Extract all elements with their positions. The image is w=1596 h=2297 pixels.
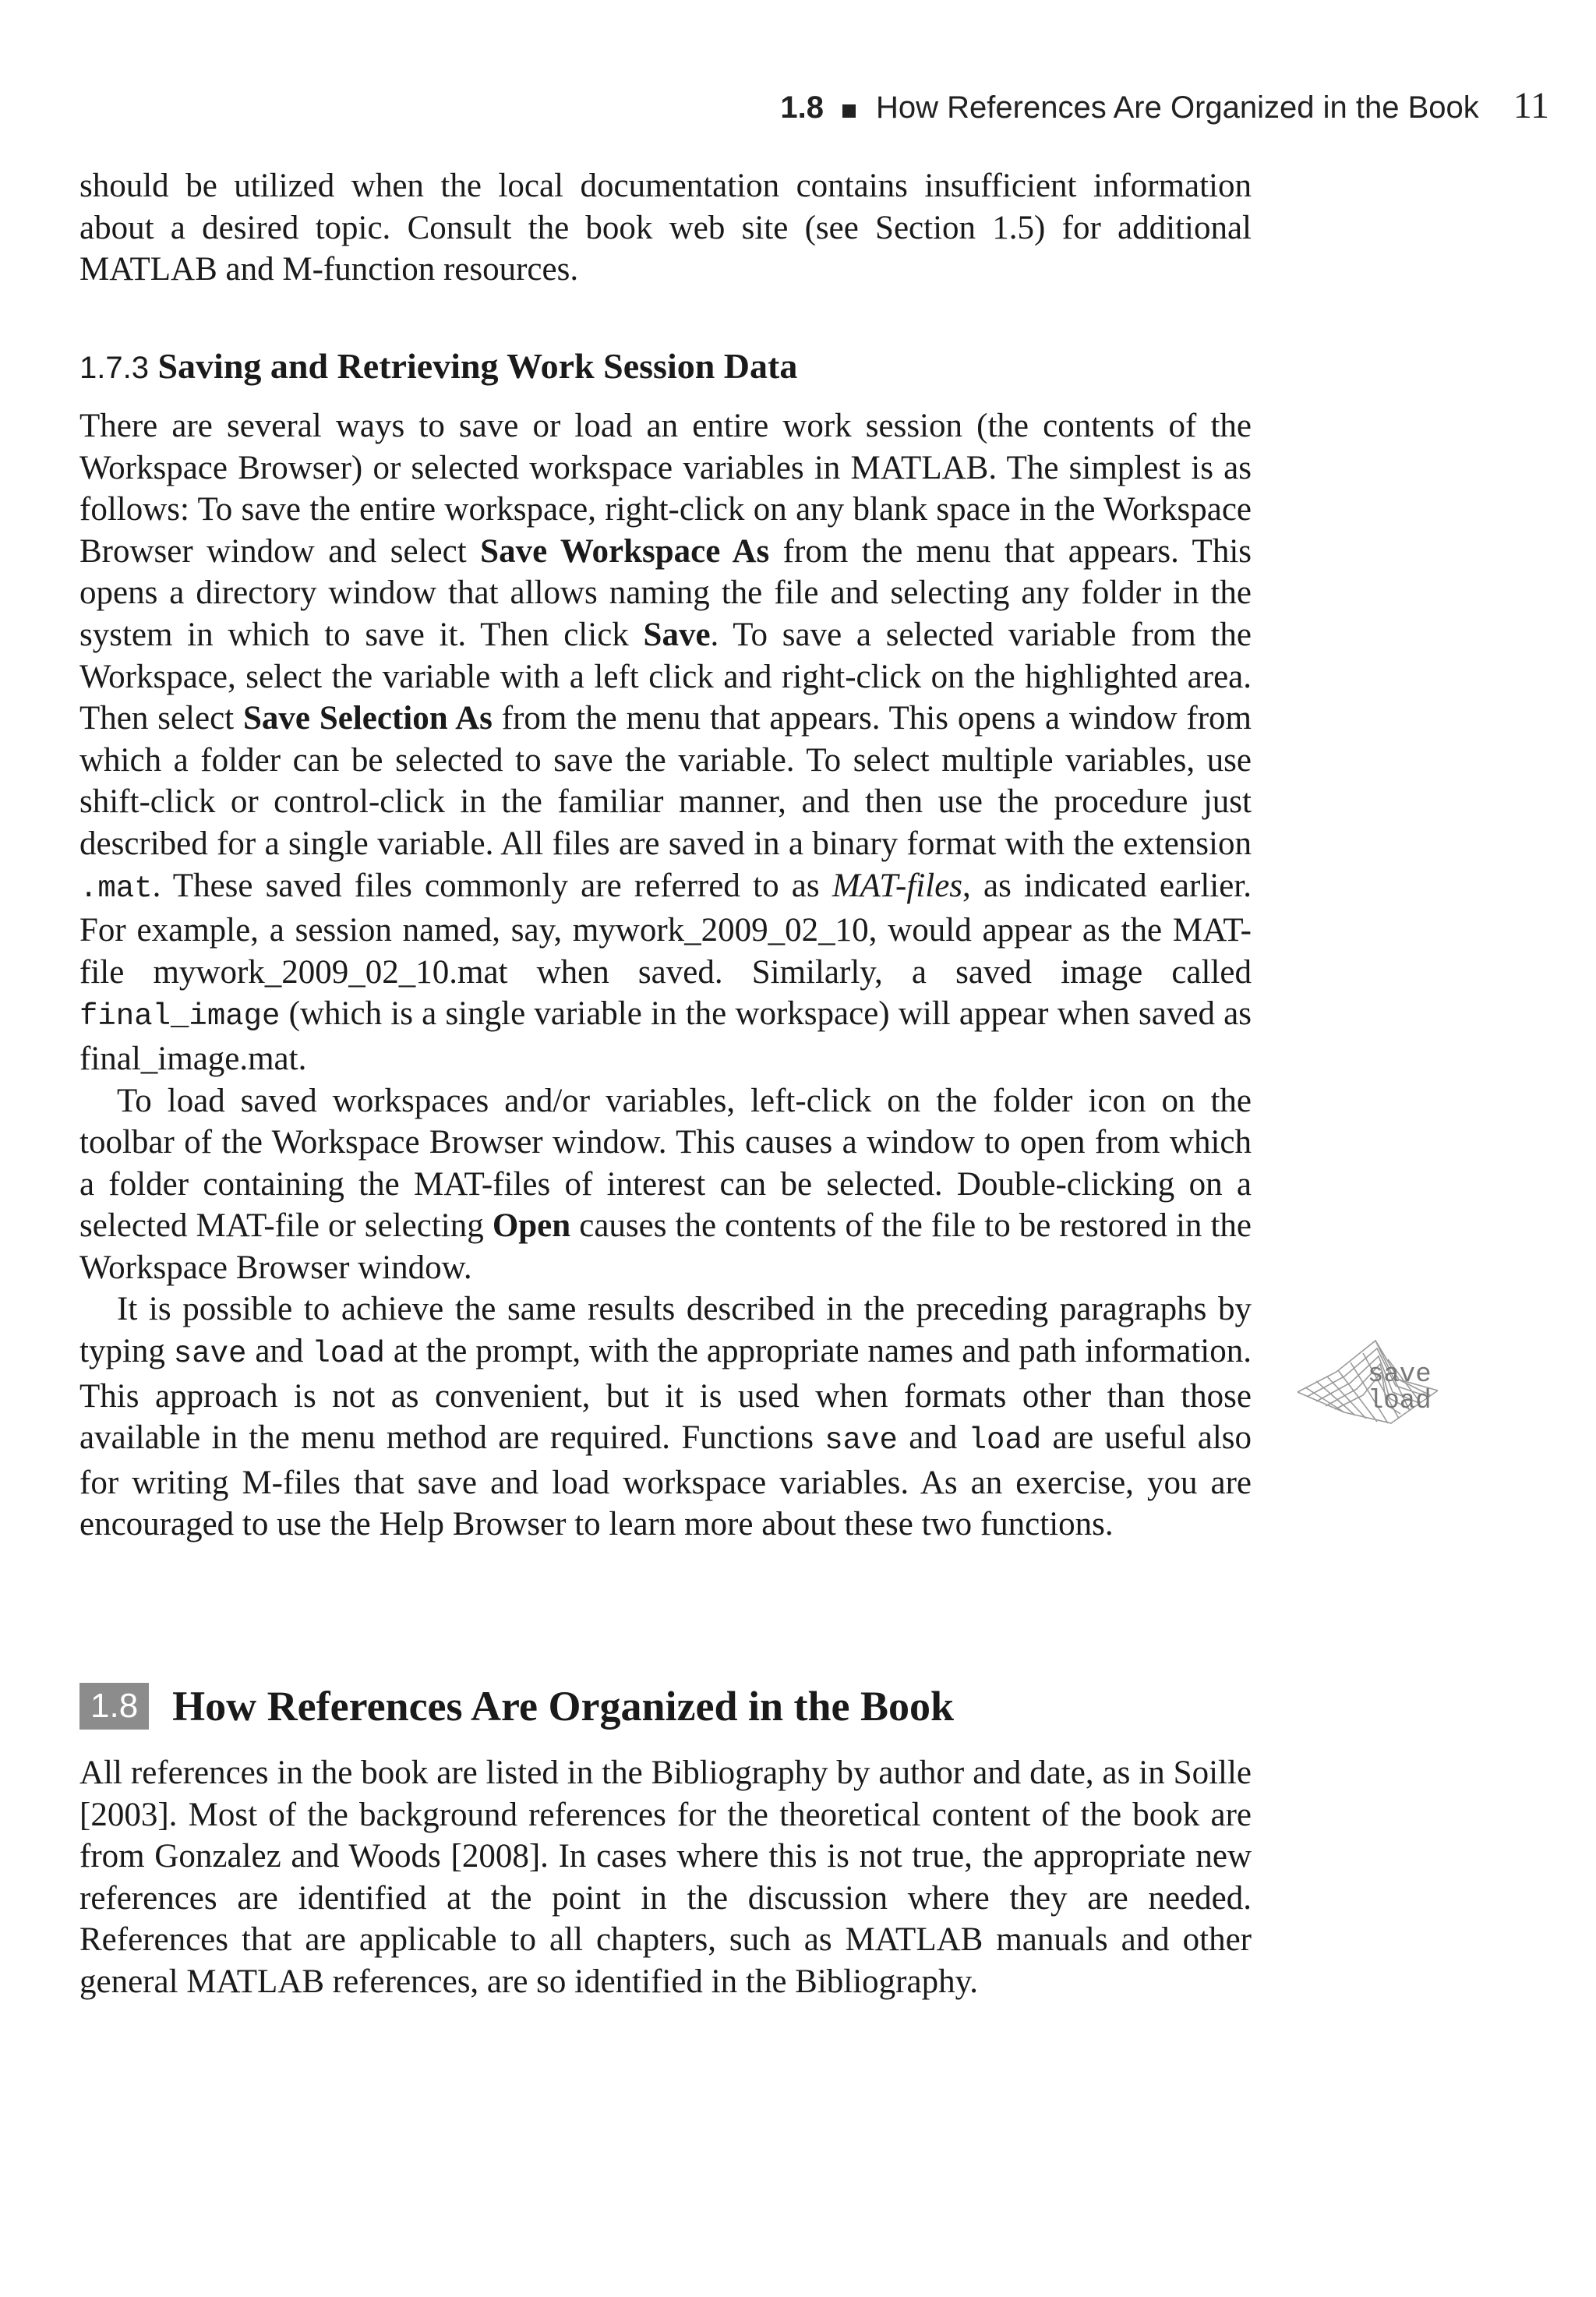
- text-run: causes the contents of the file to be restored in the Workspace Browser window.: [79, 1207, 1252, 1286]
- text-run: at the prompt, with the appropriate names and path information. This approach is not as convenient, but it is used when formats other than those available in the menu method are required. Functions: [79, 1333, 1252, 1457]
- code-load: load: [968, 1423, 1042, 1458]
- code-load: load: [312, 1337, 385, 1372]
- text-run: (which is a single variable in the workspace) will appear when saved as final_image.mat.: [79, 995, 1252, 1077]
- code-save: save: [173, 1337, 247, 1372]
- term-mat-files: MAT-files: [832, 867, 963, 904]
- running-head-section-number: 1.8: [780, 90, 824, 125]
- text-run: . To save a selected variable from the Workspace, select the variable with a left click and right-click on the highlighted area. Then select: [79, 616, 1252, 737]
- subsection-heading: [79, 345, 797, 387]
- intro-text: should be utilized when the local documentation contains insufficient information about a desired topic. Consult the book web site (see Section 1.5) for additional MATLAB and M-function resources.: [79, 168, 1252, 288]
- text-run: It is possible to achieve the same results described in the preceding paragraphs by typing: [79, 1291, 1252, 1370]
- square-bullet-icon: [842, 104, 856, 118]
- paragraph-load-workspace: [79, 1080, 1252, 1289]
- subsection-body: [79, 405, 1252, 1546]
- menu-label-save: Save: [643, 616, 711, 653]
- wireframe-surface-icon: [1290, 1325, 1446, 1450]
- menu-label-open: Open: [492, 1207, 571, 1245]
- code-final-image: final_image: [79, 999, 281, 1034]
- text-run: There are several ways to save or load an entire work session (the contents of the Workspace Browser) or selected workspace variables in MATLAB. The simplest is as follows: To save the entire workspace, right-click on any blank space in the Workspace Browser window and select: [79, 408, 1252, 570]
- text-run: and: [246, 1333, 312, 1370]
- margin-note-load: load: [1368, 1387, 1432, 1416]
- section-body: [79, 1752, 1252, 2003]
- subsection-title: Saving and Retrieving Work Session Data: [157, 346, 798, 386]
- section-title: How References Are Organized in the Book: [172, 1683, 955, 1730]
- intro-paragraph: [79, 165, 1252, 291]
- paragraph-save-workspace: [79, 405, 1252, 1080]
- text-run: are useful also for writing M-files that save and load workspace variables. As an exercise, you are encouraged to use the Help Browser to learn more about these two functions.: [79, 1419, 1252, 1543]
- page-number: 11: [1513, 85, 1549, 126]
- running-head: [780, 84, 1549, 127]
- code-save: save: [824, 1423, 898, 1458]
- text-run: and: [897, 1419, 969, 1457]
- section-heading: [79, 1682, 954, 1730]
- text-run: . These saved files commonly are referred to as: [152, 867, 832, 904]
- text-run: , as indicated earlier. For example, a session named, say, mywork_2009_02_10, would appear as the MAT-file mywork_2009_02_10.mat when saved. Similarly, a saved image called: [79, 867, 1252, 991]
- running-head-title: How References Are Organized in the Book: [876, 90, 1479, 125]
- menu-label-save-selection-as: Save Selection As: [242, 700, 493, 737]
- text-run: from the menu that appears. This opens a window from which a folder can be selected to save the variable. To select multiple variables, use shift-click or control-click in the familiar manner, and then use the procedure just described for a single variable. All files are saved in a binary format with the extension: [79, 700, 1252, 862]
- text-run: To load saved workspaces and/or variables, left-click on the folder icon on the toolbar of the Workspace Browser window. This causes a window to open from which a folder containing the MAT-files of interest can be selected. Double-clicking on a selected MAT-file or selecting: [79, 1082, 1252, 1245]
- code-mat-extension: .mat: [79, 871, 153, 906]
- subsection-number: 1.7.3: [79, 351, 149, 385]
- section-number-badge: 1.8: [79, 1683, 149, 1730]
- text-run: from the menu that appears. This opens a directory window that allows naming the file and selecting any folder in the system in which to save it. Then click: [79, 532, 1252, 653]
- paragraph-references: All references in the book are listed in the Bibliography by author and date, as in Soille [2003]. Most of the background references for the theoretical content of the book are from Gonzalez and Woods [2008]. In cases where this is not true, the appropriate new references are identified at the point in the discussion where they are needed. References that are applicable to all chapters, such as MATLAB manuals and other general MATLAB references, are so identified in the Bibliography.: [79, 1755, 1252, 2000]
- paragraph-save-load-functions: [79, 1288, 1252, 1546]
- margin-note-save: save: [1368, 1360, 1432, 1390]
- menu-label-save-workspace-as: Save Workspace As: [480, 532, 770, 570]
